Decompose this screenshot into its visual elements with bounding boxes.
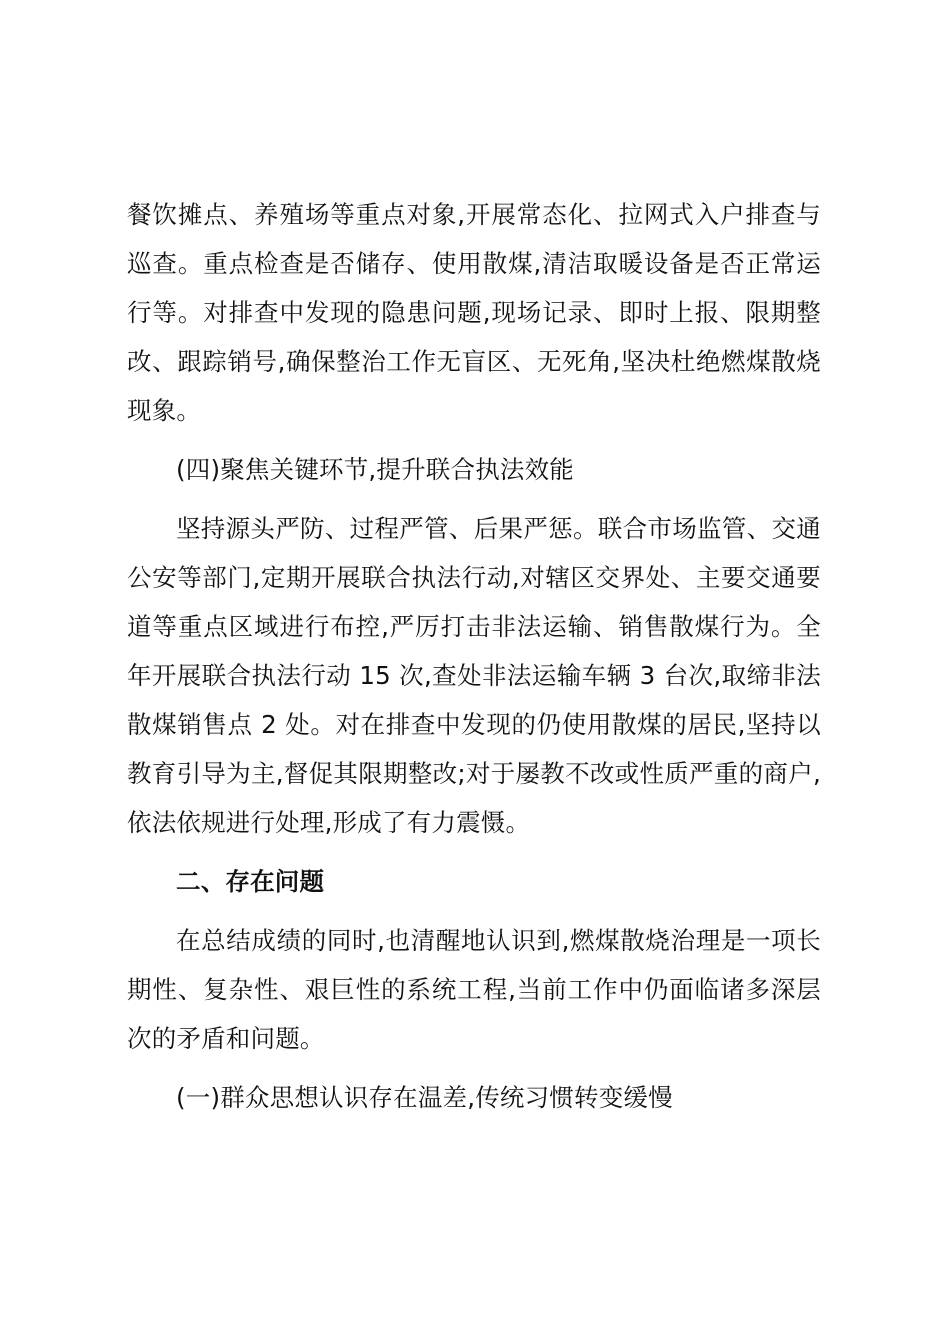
subheading-paragraph: (四)聚焦关键环节,提升联合执法效能 xyxy=(176,455,575,484)
subheading-paragraph: (一)群众思想认识存在温差,传统习惯转变缓慢 xyxy=(176,1083,673,1112)
body-paragraph: 在总结成绩的同时,也清醒地认识到,燃煤散烧治理是一项长期性、复杂性、艰巨性的系统工程,当前工作中仍面临诸多深层次的矛盾和问题。 xyxy=(127,926,821,1053)
document-body xyxy=(127,190,821,1122)
body-paragraph: 坚持源头严防、过程严管、后果严惩。联合市场监管、交通公安等部门,定期开展联合执法行动,对辖区交界处、主要交通要道等重点区域进行布控,严厉打击非法运输、销售散煤行为。全年开展联合执法行动 15 次,查处非法运输车辆 3 台次,取缔非法散煤销售点 2 处。对在排查中发现的仍使用散煤的居民,坚持以教育引导为主,督促其限期整改;对于屡教不改或性质严重的商户,依法依规进行处理,形成了有力震慑。 xyxy=(127,514,821,837)
section-heading: 二、存在问题 xyxy=(176,867,325,896)
body-paragraph: 餐饮摊点、养殖场等重点对象,开展常态化、拉网式入户排查与巡查。重点检查是否储存、使用散煤,清洁取暖设备是否正常运行等。对排查中发现的隐患问题,现场记录、即时上报、限期整改、跟踪销号,确保整治工作无盲区、无死角,坚决杜绝燃煤散烧现象。 xyxy=(127,200,821,425)
